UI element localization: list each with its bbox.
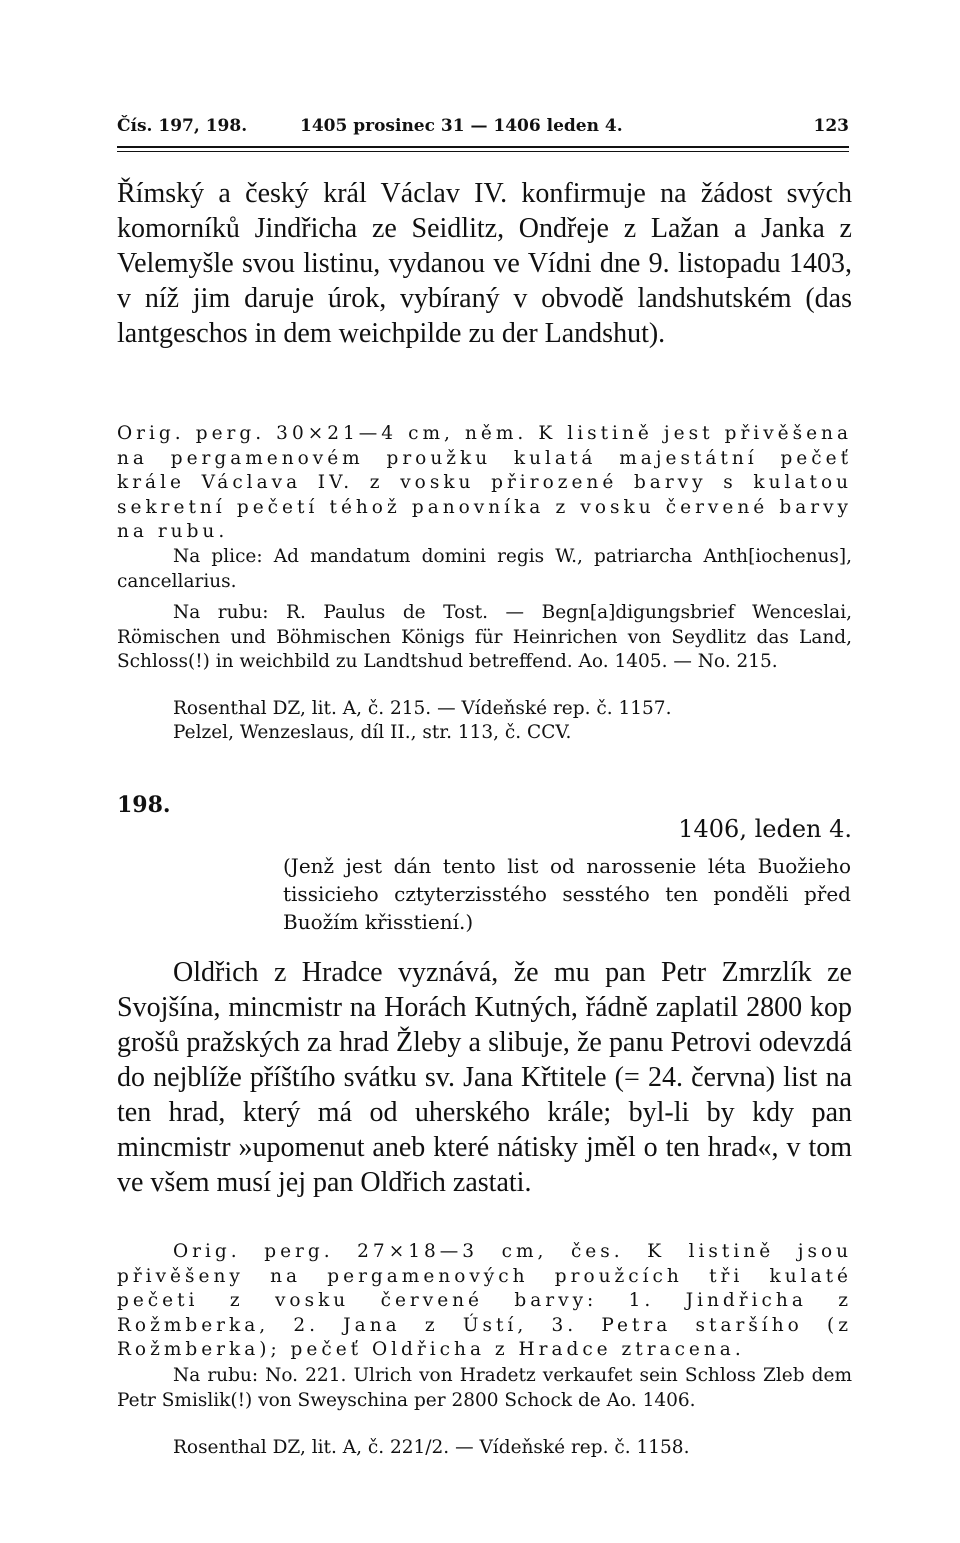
header-rule-thin (117, 151, 849, 152)
entry-198-date: 1406, leden 4. (678, 815, 852, 843)
running-header (117, 116, 849, 140)
entry-197-regest: Římský a český král Václav IV. konfirmuje na žádost svých komorníků Jindřicha ze Seidlitz, Ondřeje z Lažan a Janka z Velemyšle svou listinu, vydanou ve Vídni dne 9. listopadu 1403, v níž jim daruje úrok, vybíraný v obvodě landshutském (das lantgeschos in dem weichpilde zu der Landshut). (117, 178, 852, 349)
header-date-range: 1405 prosinec 31 — 1406 leden 4. (300, 116, 623, 136)
entry-198-original-description: Orig. perg. 27×18—3 cm, čes. K listině jsou přivěšeny na pergamenových proužcích tři kulaté pečeti z vosku červené barvy: 1. Jindřicha z Rožmberka, 2. Jana z Ústí, 3. Petra staršího (z Rožmberka); pečeť Oldřicha z Hradce ztracena. (117, 1241, 852, 1360)
entry-198-regest: Oldřich z Hradce vyznává, že mu pan Petr Zmrzlík ze Svojšína, mincmistr na Horách Kutných, řádně zaplatil 2800 kop grošů pražských za hrad Žleby a slibuje, že panu Petrovi odevzdá do nejblíže příštího svátku sv. Jana Křtitele (= 24. června) list na ten hrad, který má od uherského krále; byl-li by kdy pan mincmistr »upomenut aneb které nátisky jměl o ten hrad«, v tom ve všem musí jej pan Oldřich zastati. (117, 957, 852, 1198)
entry-197-reference-repertory: Rosenthal DZ, lit. A, č. 215. — Vídeňské rep. č. 1157. (173, 698, 672, 719)
entry-198-number: 198. (117, 792, 171, 818)
entry-197-verso-note: Na rubu: R. Paulus de Tost. — Begn[a]digungsbrief Wenceslai, Römischen und Böhmischen Königs für Heinrichen von Seydlitz das Land, Schloss(!) in weichbild zu Landtshud betreffend. Ao. 1405. — No. 215. (117, 602, 852, 672)
header-rule-thick (117, 146, 849, 148)
entry-197-original-description: Orig. perg. 30×21—4 cm, něm. K listině jest přivěšena na pergamenovém proužku kulatá majestátní pečeť krále Václava IV. z vosku přirozené barvy s kulatou sekretní pečetí téhož panovníka z vosku červené barvy na rubu. (117, 423, 852, 542)
entry-198-reference-repertory: Rosenthal DZ, lit. A, č. 221/2. — Vídeňské rep. č. 1158. (173, 1437, 690, 1458)
entry-198-dating-clause: (Jenž jest dán tento list od narossenie léta Buožieho tissicieho cztyterzisstého sesstého ten ponděli před Buožím křisstiení.) (283, 854, 851, 934)
entry-197-reference-literature: Pelzel, Wenzeslaus, díl II., str. 113, č. CCV. (173, 722, 572, 743)
header-document-numbers: Čís. 197, 198. (117, 116, 248, 136)
entry-197-plica-note: Na plice: Ad mandatum domini regis W., patriarcha Anth[iochenus], cancellarius. (117, 546, 852, 592)
page-number: 123 (813, 116, 849, 136)
entry-198-verso-note: Na rubu: No. 221. Ulrich von Hradetz verkaufet sein Schloss Zleb dem Petr Smislik(!) von Sweyschina per 2800 Schock de Ao. 1406. (117, 1365, 852, 1411)
